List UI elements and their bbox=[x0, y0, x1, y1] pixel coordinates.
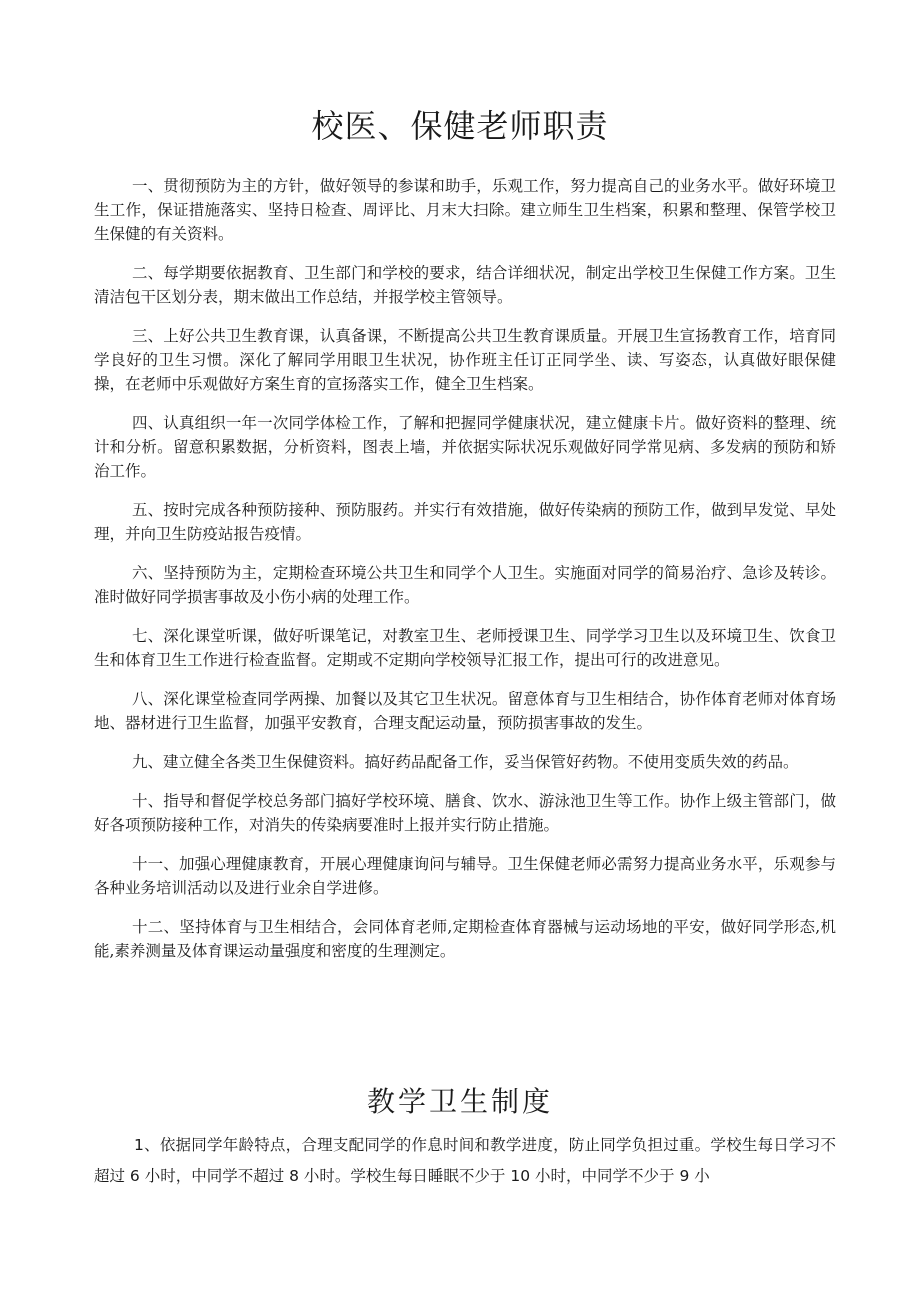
duty-paragraph-2: 二、每学期要依据教育、卫生部门和学校的要求，结合详细状况，制定出学校卫生保健工作方案。卫生清洁包干区划分表，期末做出工作总结，并报学校主管领导。 bbox=[94, 264, 836, 306]
duty-paragraph-12: 十二、坚持体育与卫生相结合，会同体育老师,定期检查体育器械与运动场地的平安，做好同学形态,机能,素养测量及体育课运动量强度和密度的生理测定。 bbox=[94, 918, 836, 960]
duty-paragraph-6: 六、坚持预防为主，定期检查环境公共卫生和同学个人卫生。实施面对同学的简易治疗、急诊及转诊。准时做好同学损害事故及小伤小病的处理工作。 bbox=[94, 564, 836, 606]
duty-paragraph-4: 四、认真组织一年一次同学体检工作，了解和把握同学健康状况，建立健康卡片。做好资料的整理、统计和分析。留意积累数据，分析资料，图表上墙，并依据实际状况乐观做好同学常见病、多发病的预防和矫治工作。 bbox=[94, 414, 836, 480]
page-title: 校医、保健老师职责 bbox=[311, 107, 609, 145]
duty-paragraph-11: 十一、加强心理健康教育，开展心理健康询问与辅导。卫生保健老师必需努力提高业务水平，乐观参与各种业务培训活动以及进行业余自学进修。 bbox=[94, 855, 836, 897]
duties-list bbox=[94, 174, 836, 978]
teaching-hygiene-section bbox=[94, 1130, 836, 1192]
teaching-hygiene-paragraph-1: 1、依据同学年龄特点，合理支配同学的作息时间和教学进度，防止同学负担过重。学校生每日学习不超过 6 小时，中同学不超过 8 小时。学校生每日睡眠不少于 10 小时，中同学不少于 9 小 bbox=[94, 1136, 836, 1185]
duty-paragraph-3: 三、上好公共卫生教育课，认真备课，不断提高公共卫生教育课质量。开展卫生宣扬教育工作，培育同学良好的卫生习惯。深化了解同学用眼卫生状况，协作班主任订正同学坐、读、写姿态，认真做好眼保健操，在老师中乐观做好方案生育的宣扬落实工作，健全卫生档案。 bbox=[94, 327, 836, 393]
duty-paragraph-8: 八、深化课堂检查同学两操、加餐以及其它卫生状况。留意体育与卫生相结合，协作体育老师对体育场地、器材进行卫生监督，加强平安教育，合理支配运动量，预防损害事故的发生。 bbox=[94, 690, 836, 732]
duty-paragraph-10: 十、指导和督促学校总务部门搞好学校环境、膳食、饮水、游泳池卫生等工作。协作上级主管部门，做好各项预防接种工作，对消失的传染病要准时上报并实行防止措施。 bbox=[94, 792, 836, 834]
duty-paragraph-9: 九、建立健全各类卫生保健资料。搞好药品配备工作，妥当保管好药物。不使用变质失效的药品。 bbox=[132, 753, 799, 771]
duty-paragraph-5: 五、按时完成各种预防接种、预防服药。并实行有效措施，做好传染病的预防工作，做到早发觉、早处理，并向卫生防疫站报告疫情。 bbox=[94, 501, 836, 543]
section-title-teaching-hygiene: 教学卫生制度 bbox=[366, 1085, 553, 1118]
duty-paragraph-7: 七、深化课堂听课，做好听课笔记，对教室卫生、老师授课卫生、同学学习卫生以及环境卫生、饮食卫生和体育卫生工作进行检查监督。定期或不定期向学校领导汇报工作，提出可行的改进意见。 bbox=[94, 627, 836, 669]
duty-paragraph-1: 一、贯彻预防为主的方针，做好领导的参谋和助手，乐观工作，努力提高自己的业务水平。做好环境卫生工作，保证措施落实、坚持日检查、周评比、月末大扫除。建立师生卫生档案，积累和整理、保管学校卫生保健的有关资料。 bbox=[94, 177, 836, 243]
